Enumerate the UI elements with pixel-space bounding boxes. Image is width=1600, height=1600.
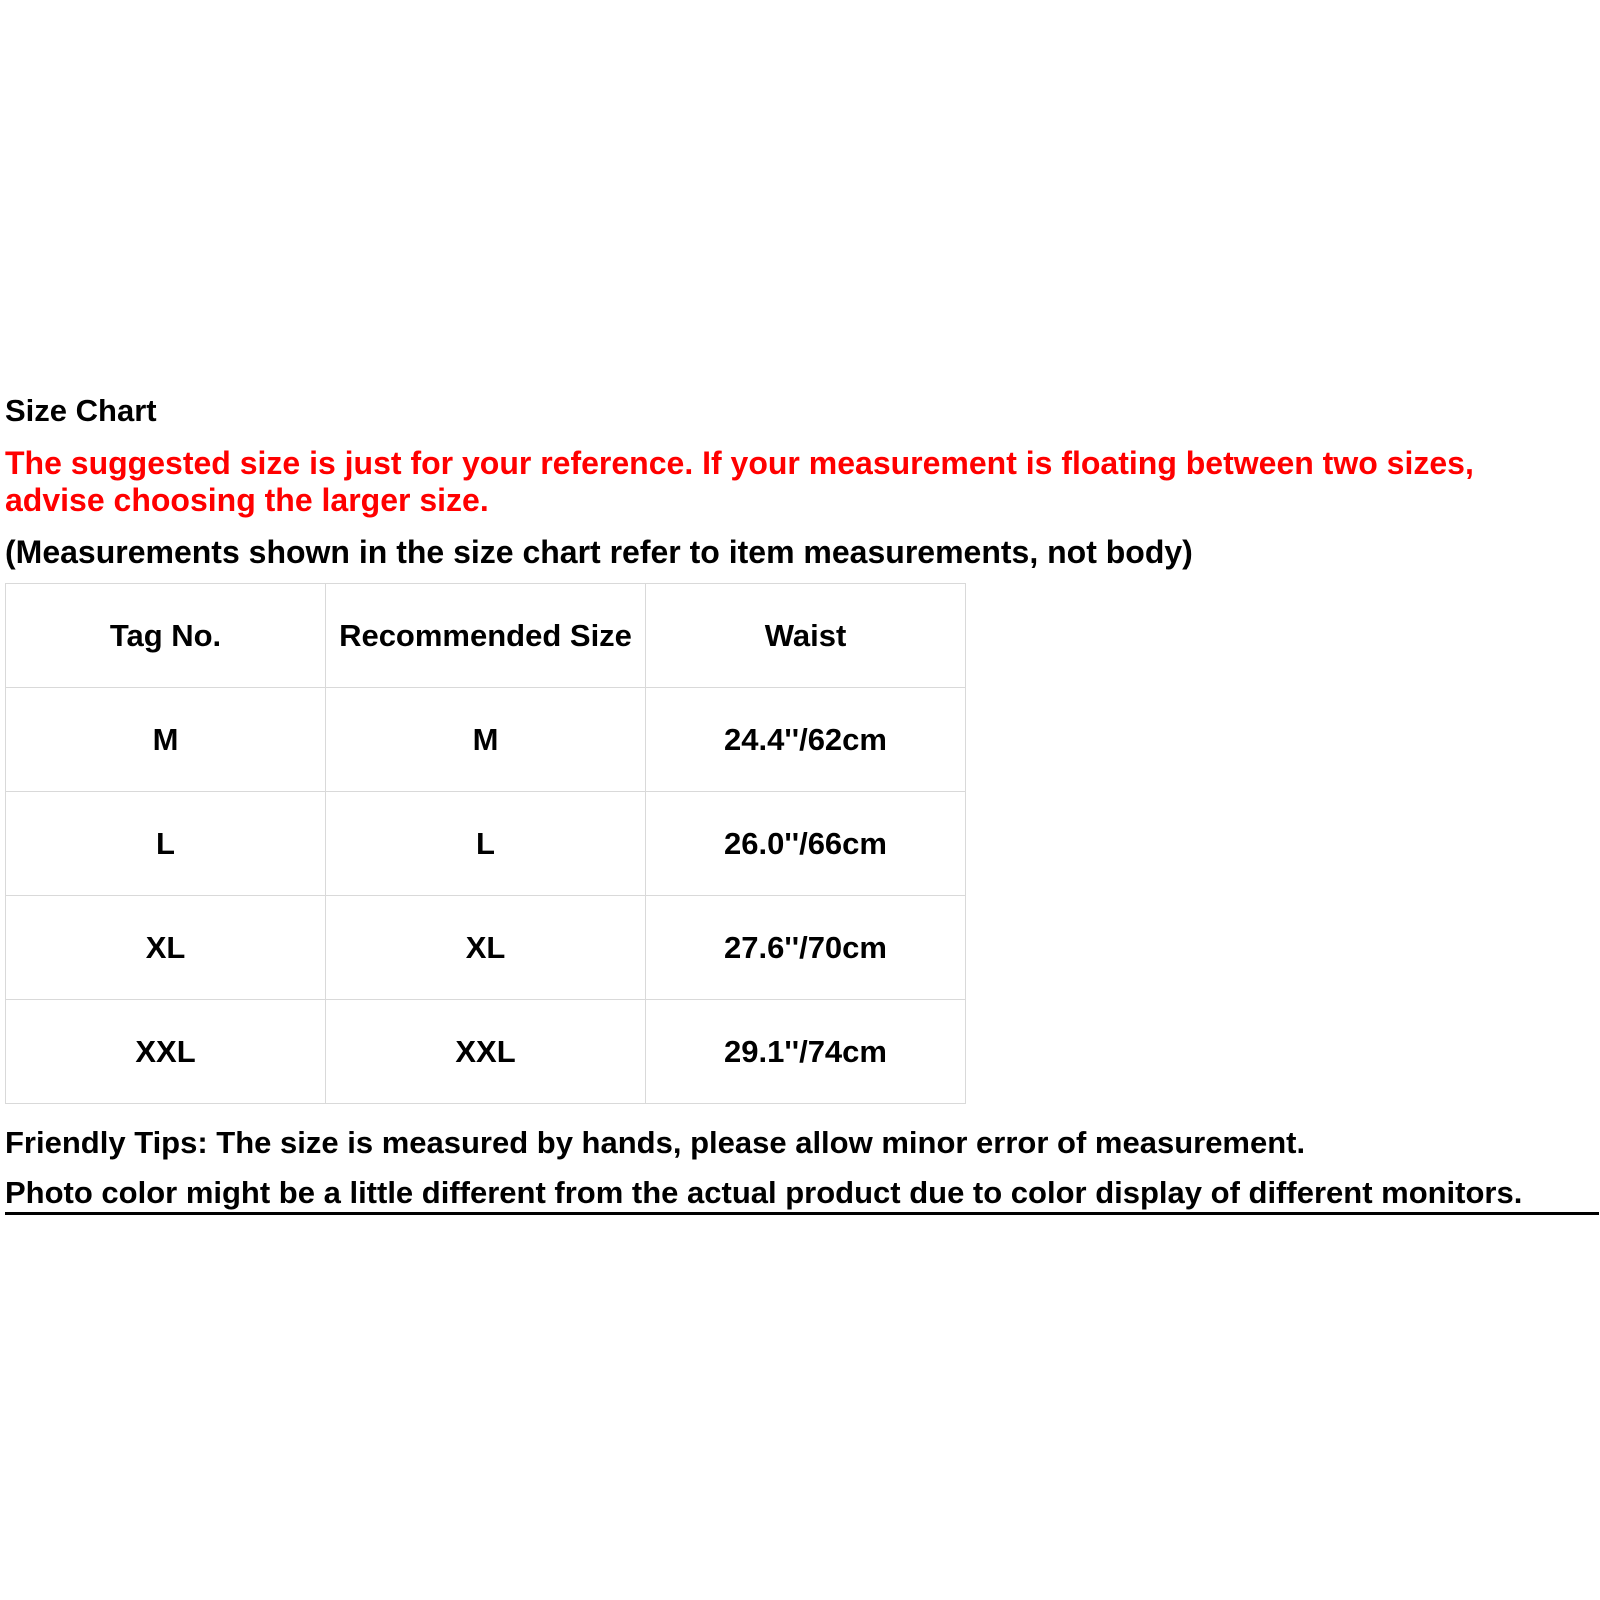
header-tag-no: Tag No. [6,584,326,688]
notice-line-1: The suggested size is just for your reference. If your measurement is floating between two sizes, [5,445,1474,481]
table-row [6,1000,966,1104]
cell-tag-no: M [6,688,326,792]
cell-waist: 29.1''/74cm [646,1000,966,1104]
table-row [6,896,966,1000]
table-row [6,792,966,896]
notice-line-2: advise choosing the larger size. [5,482,489,518]
divider-line [5,1212,1599,1215]
cell-recommended-size: L [326,792,646,896]
cell-tag-no: L [6,792,326,896]
friendly-tips: Friendly Tips: The size is measured by hands, please allow minor error of measurement. [5,1125,1306,1160]
cell-tag-no: XXL [6,1000,326,1104]
cell-recommended-size: XL [326,896,646,1000]
cell-recommended-size: XXL [326,1000,646,1104]
cell-waist: 27.6''/70cm [646,896,966,1000]
photo-color-note: Photo color might be a little different from the actual product due to color display of different monitors. [5,1175,1523,1210]
table-header-row [6,584,966,688]
page-title: Size Chart [5,393,157,428]
cell-recommended-size: M [326,688,646,792]
header-waist: Waist [646,584,966,688]
size-suggestion-notice [5,445,1565,519]
cell-waist: 24.4''/62cm [646,688,966,792]
cell-waist: 26.0''/66cm [646,792,966,896]
table-row [6,688,966,792]
header-recommended-size: Recommended Size [326,584,646,688]
measurement-note: (Measurements shown in the size chart refer to item measurements, not body) [5,534,1193,570]
size-table [5,583,966,1104]
cell-tag-no: XL [6,896,326,1000]
